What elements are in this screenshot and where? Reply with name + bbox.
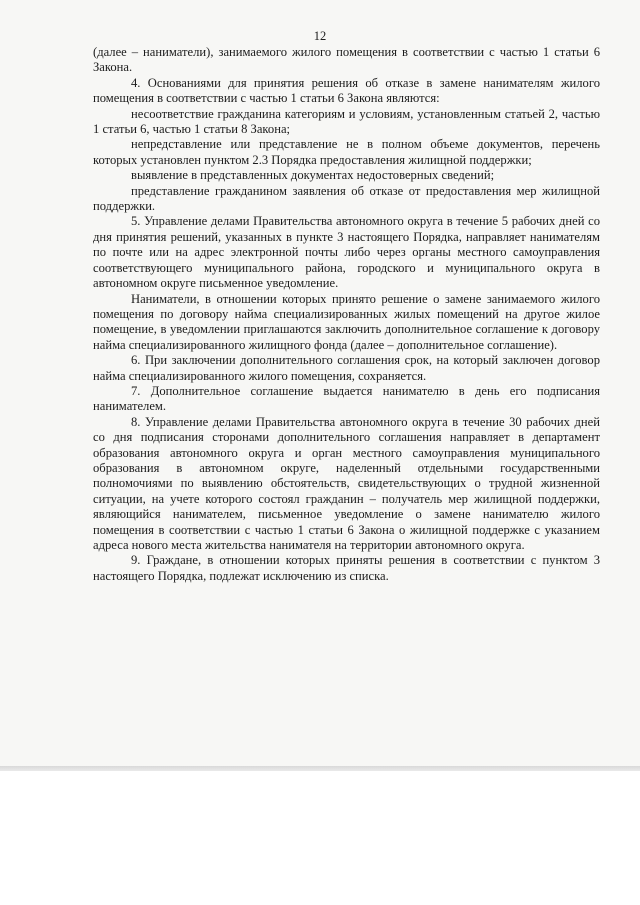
paragraph-item-4: 4. Основаниями для принятия решения об отказе в замене нанимателям жилого помещения в соответствии с частью 1 статьи 6 Закона являются: [93, 75, 600, 106]
paragraph-reason-refusal: представление гражданином заявления об отказе от предоставления мер жилищной поддержки. [93, 183, 600, 214]
paragraph-reason-documents: непредставление или представление не в полном объеме документов, перечень которых установлен пунктом 2.3 Порядка предоставления жилищной поддержки; [93, 137, 600, 167]
document-body [93, 45, 600, 584]
paragraph-reason-mismatch: несоответствие гражданина категориям и условиям, установленным статьей 2, частью 1 статьи 6, частью 1 статьи 8 Закона; [93, 106, 600, 137]
paragraph-continuation: (далее – наниматели), занимаемого жилого помещения в соответствии с частью 1 статьи 6 Закона. [93, 45, 600, 75]
paragraph-item-6: 6. При заключении дополнительного соглашения срок, на который заключен договор найма специализированного жилого помещения, сохраняется. [93, 353, 600, 383]
paragraph-item-7: 7. Дополнительное соглашение выдается нанимателю в день его подписания нанимателем. [93, 383, 600, 414]
paragraph-item-8: 8. Управление делами Правительства автономного округа в течение 30 рабочих дней со дня подписания сторонами дополнительного соглашения направляет в департамент образования автономного округа и орган местного самоуправления муниципального образования в автономном округе, наделенный отдельными государственными полномочиями по выявлению обстоятельств, свидетельствующих о трудной жизненной ситуации, на учете которого состоял гражданин – получатель мер жилищной поддержки, являющийся нанимателем, письменное уведомление о замене нанимателю жилого помещения в соответствии с частью 1 статьи 6 Закона о жилищной поддержке с указанием адреса нового места жительства нанимателя на территории автономного округа. [93, 414, 600, 552]
paragraph-tenants-invitation: Наниматели, в отношении которых принято решение о замене занимаемого жилого помещения по договору найма специализированных жилых помещений на другое жилое помещение, в уведомлении приглашаются заключить дополнительное соглашение к договору найма специализированного жилищного фонда (далее – дополнительное соглашение). [93, 291, 600, 352]
paragraph-item-5: 5. Управление делами Правительства автономного округа в течение 5 рабочих дней со дня принятия решений, указанных в пункте 3 настоящего Порядка, направляет нанимателям по почте или на адрес электронной почты либо через органы местного самоуправления соответствующего муниципального района, городского и муниципального округа в автономном округе письменное уведомление. [93, 214, 600, 291]
paragraph-reason-false-info: выявление в представленных документах недостоверных сведений; [131, 168, 495, 183]
scan-edge [0, 766, 640, 771]
paragraph-item-9: 9. Граждане, в отношении которых приняты решения в соответствии с пунктом 3 настоящего Порядка, подлежат исключению из списка. [93, 553, 600, 583]
page-number: 12 [313, 29, 327, 43]
